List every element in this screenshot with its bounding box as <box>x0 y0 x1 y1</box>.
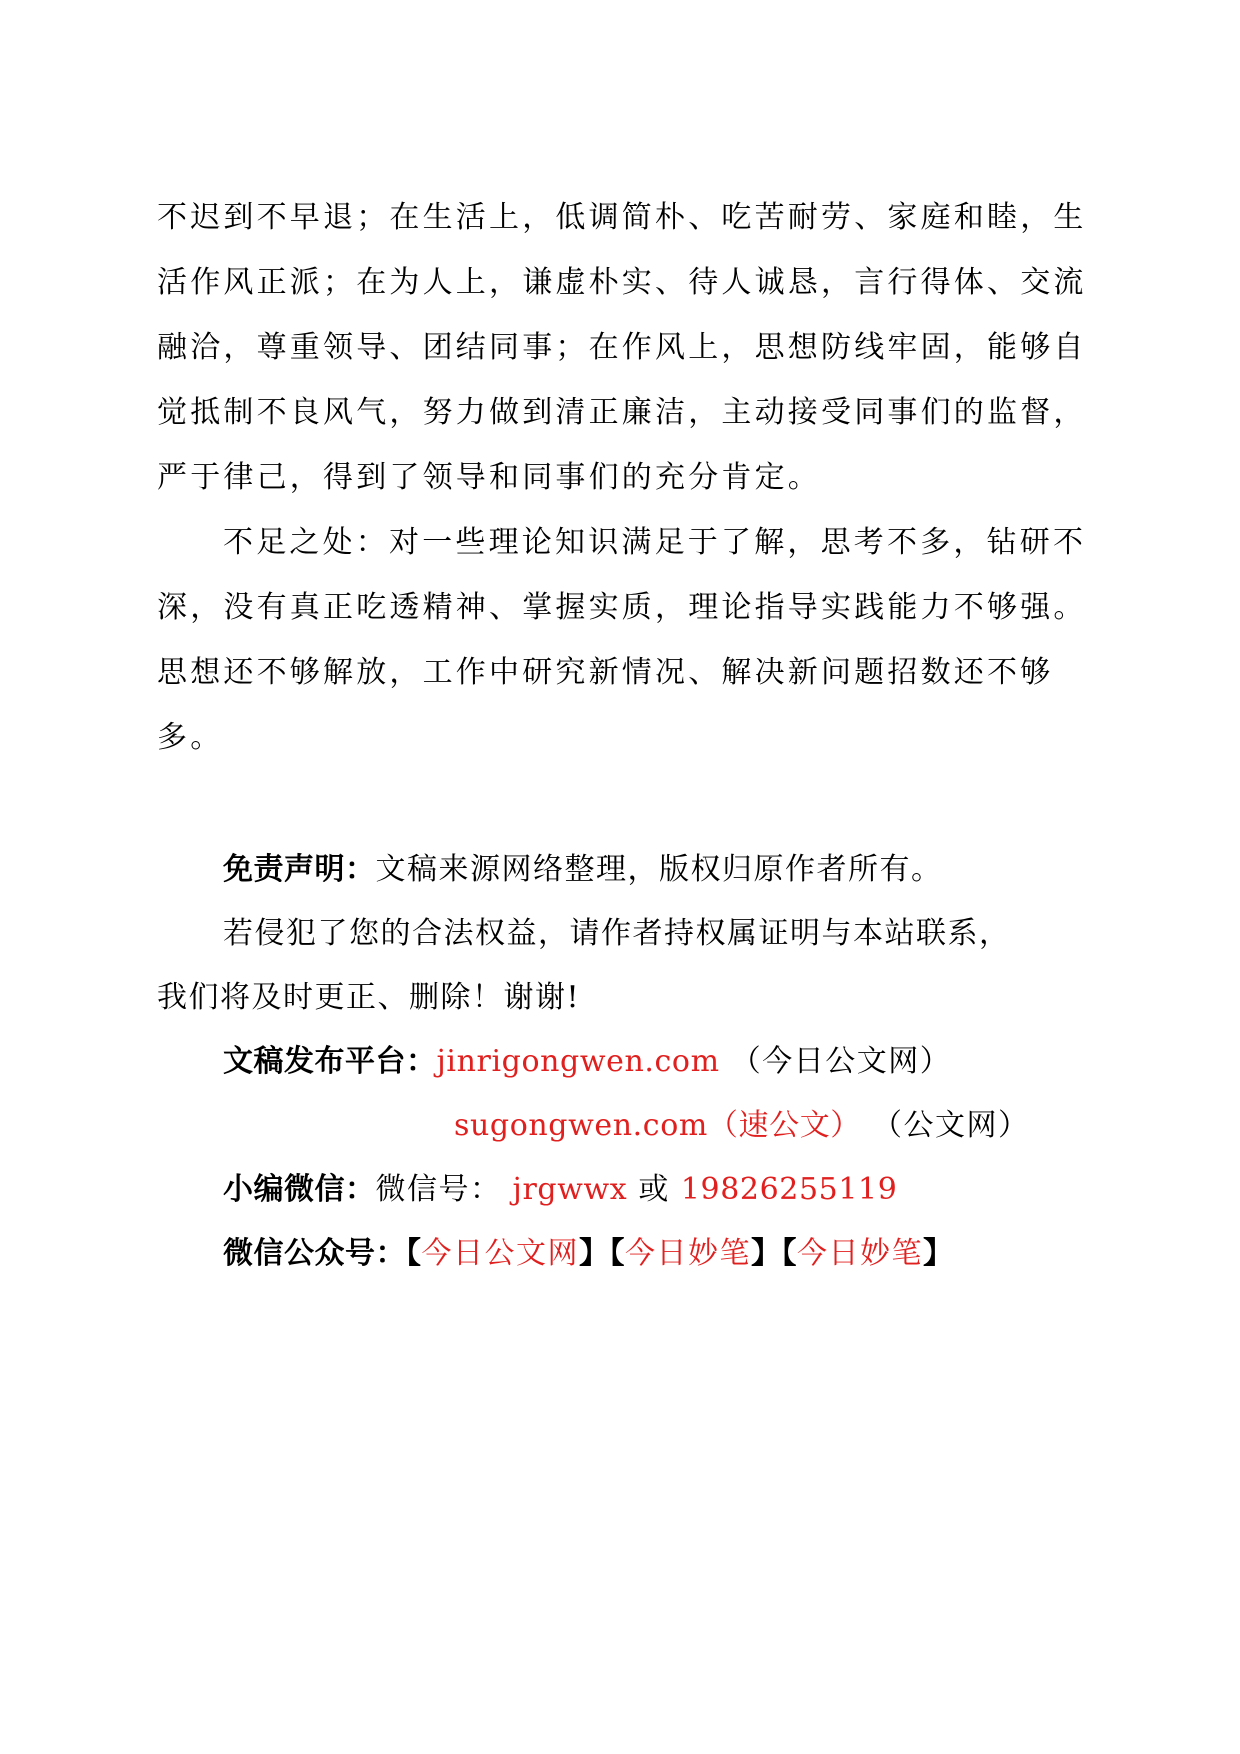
wechat-or: 或 <box>638 1172 670 1207</box>
wechat-prefix: 微信号： <box>375 1172 502 1207</box>
wechat-phone[interactable]: 19826255119 <box>680 1172 898 1207</box>
body-text <box>157 185 1087 770</box>
bracket-open-1: 【 <box>406 1236 422 1271</box>
public-account-label: 微信公众号： <box>223 1236 406 1271</box>
bracket-close-1: 】 <box>579 1236 610 1271</box>
platform-site-link-1[interactable]: jinrigongwen.com <box>436 1044 720 1079</box>
platform-line-2 <box>157 1094 1087 1158</box>
public-account-line <box>157 1222 1087 1286</box>
copyright-notice <box>157 838 1087 1286</box>
bracket-open-2: 【 <box>609 1236 625 1271</box>
bracket-close-3: 】 <box>923 1236 954 1271</box>
platform-site-name-2: （公文网） <box>871 1108 1030 1143</box>
platform-label: 文稿发布平台： <box>223 1044 437 1079</box>
paragraph-shortcomings: 不足之处：对一些理论知识满足于了解，思考不多，钻研不深，没有真正吃透精神、掌握实质，理论指导实践能力不够强。思想还不够解放，工作中研究新情况、解决新问题招数还不够多。 <box>157 525 1087 755</box>
disclaimer-line <box>157 838 1087 902</box>
platform-site-name-1: （今日公文网） <box>730 1044 952 1079</box>
paragraph-conduct: 不迟到不早退；在生活上，低调简朴、吃苦耐劳、家庭和睦，生活作风正派；在为人上，谦虚朴实、待人诚恳，言行得体、交流融洽，尊重领导、团结同事；在作风上，思想防线牢固，能够自觉抵制不良风气，努力做到清正廉洁，主动接受同事们的监督，严于律己，得到了领导和同事们的充分肯定。 <box>157 200 1087 495</box>
public-account-1[interactable]: 今日公文网 <box>421 1236 579 1271</box>
infringement-line-2: 我们将及时更正、删除！谢谢! <box>157 980 581 1015</box>
bracket-open-3: 【 <box>781 1236 797 1271</box>
disclaimer-label: 免责声明： <box>223 852 376 887</box>
wechat-label: 小编微信： <box>223 1172 376 1207</box>
wechat-line <box>157 1158 1087 1222</box>
disclaimer-text: 文稿来源网络整理，版权归原作者所有。 <box>375 852 943 887</box>
platform-line <box>157 1030 1087 1094</box>
platform-site-link-2[interactable]: sugongwen.com（速公文） <box>454 1108 861 1143</box>
public-account-3[interactable]: 今日妙笔 <box>797 1236 923 1271</box>
bracket-close-2: 】 <box>751 1236 782 1271</box>
public-account-2[interactable]: 今日妙笔 <box>625 1236 751 1271</box>
infringement-line-1: 若侵犯了您的合法权益，请作者持权属证明与本站联系， <box>223 916 1011 951</box>
wechat-id[interactable]: jrgwwx <box>512 1172 628 1207</box>
